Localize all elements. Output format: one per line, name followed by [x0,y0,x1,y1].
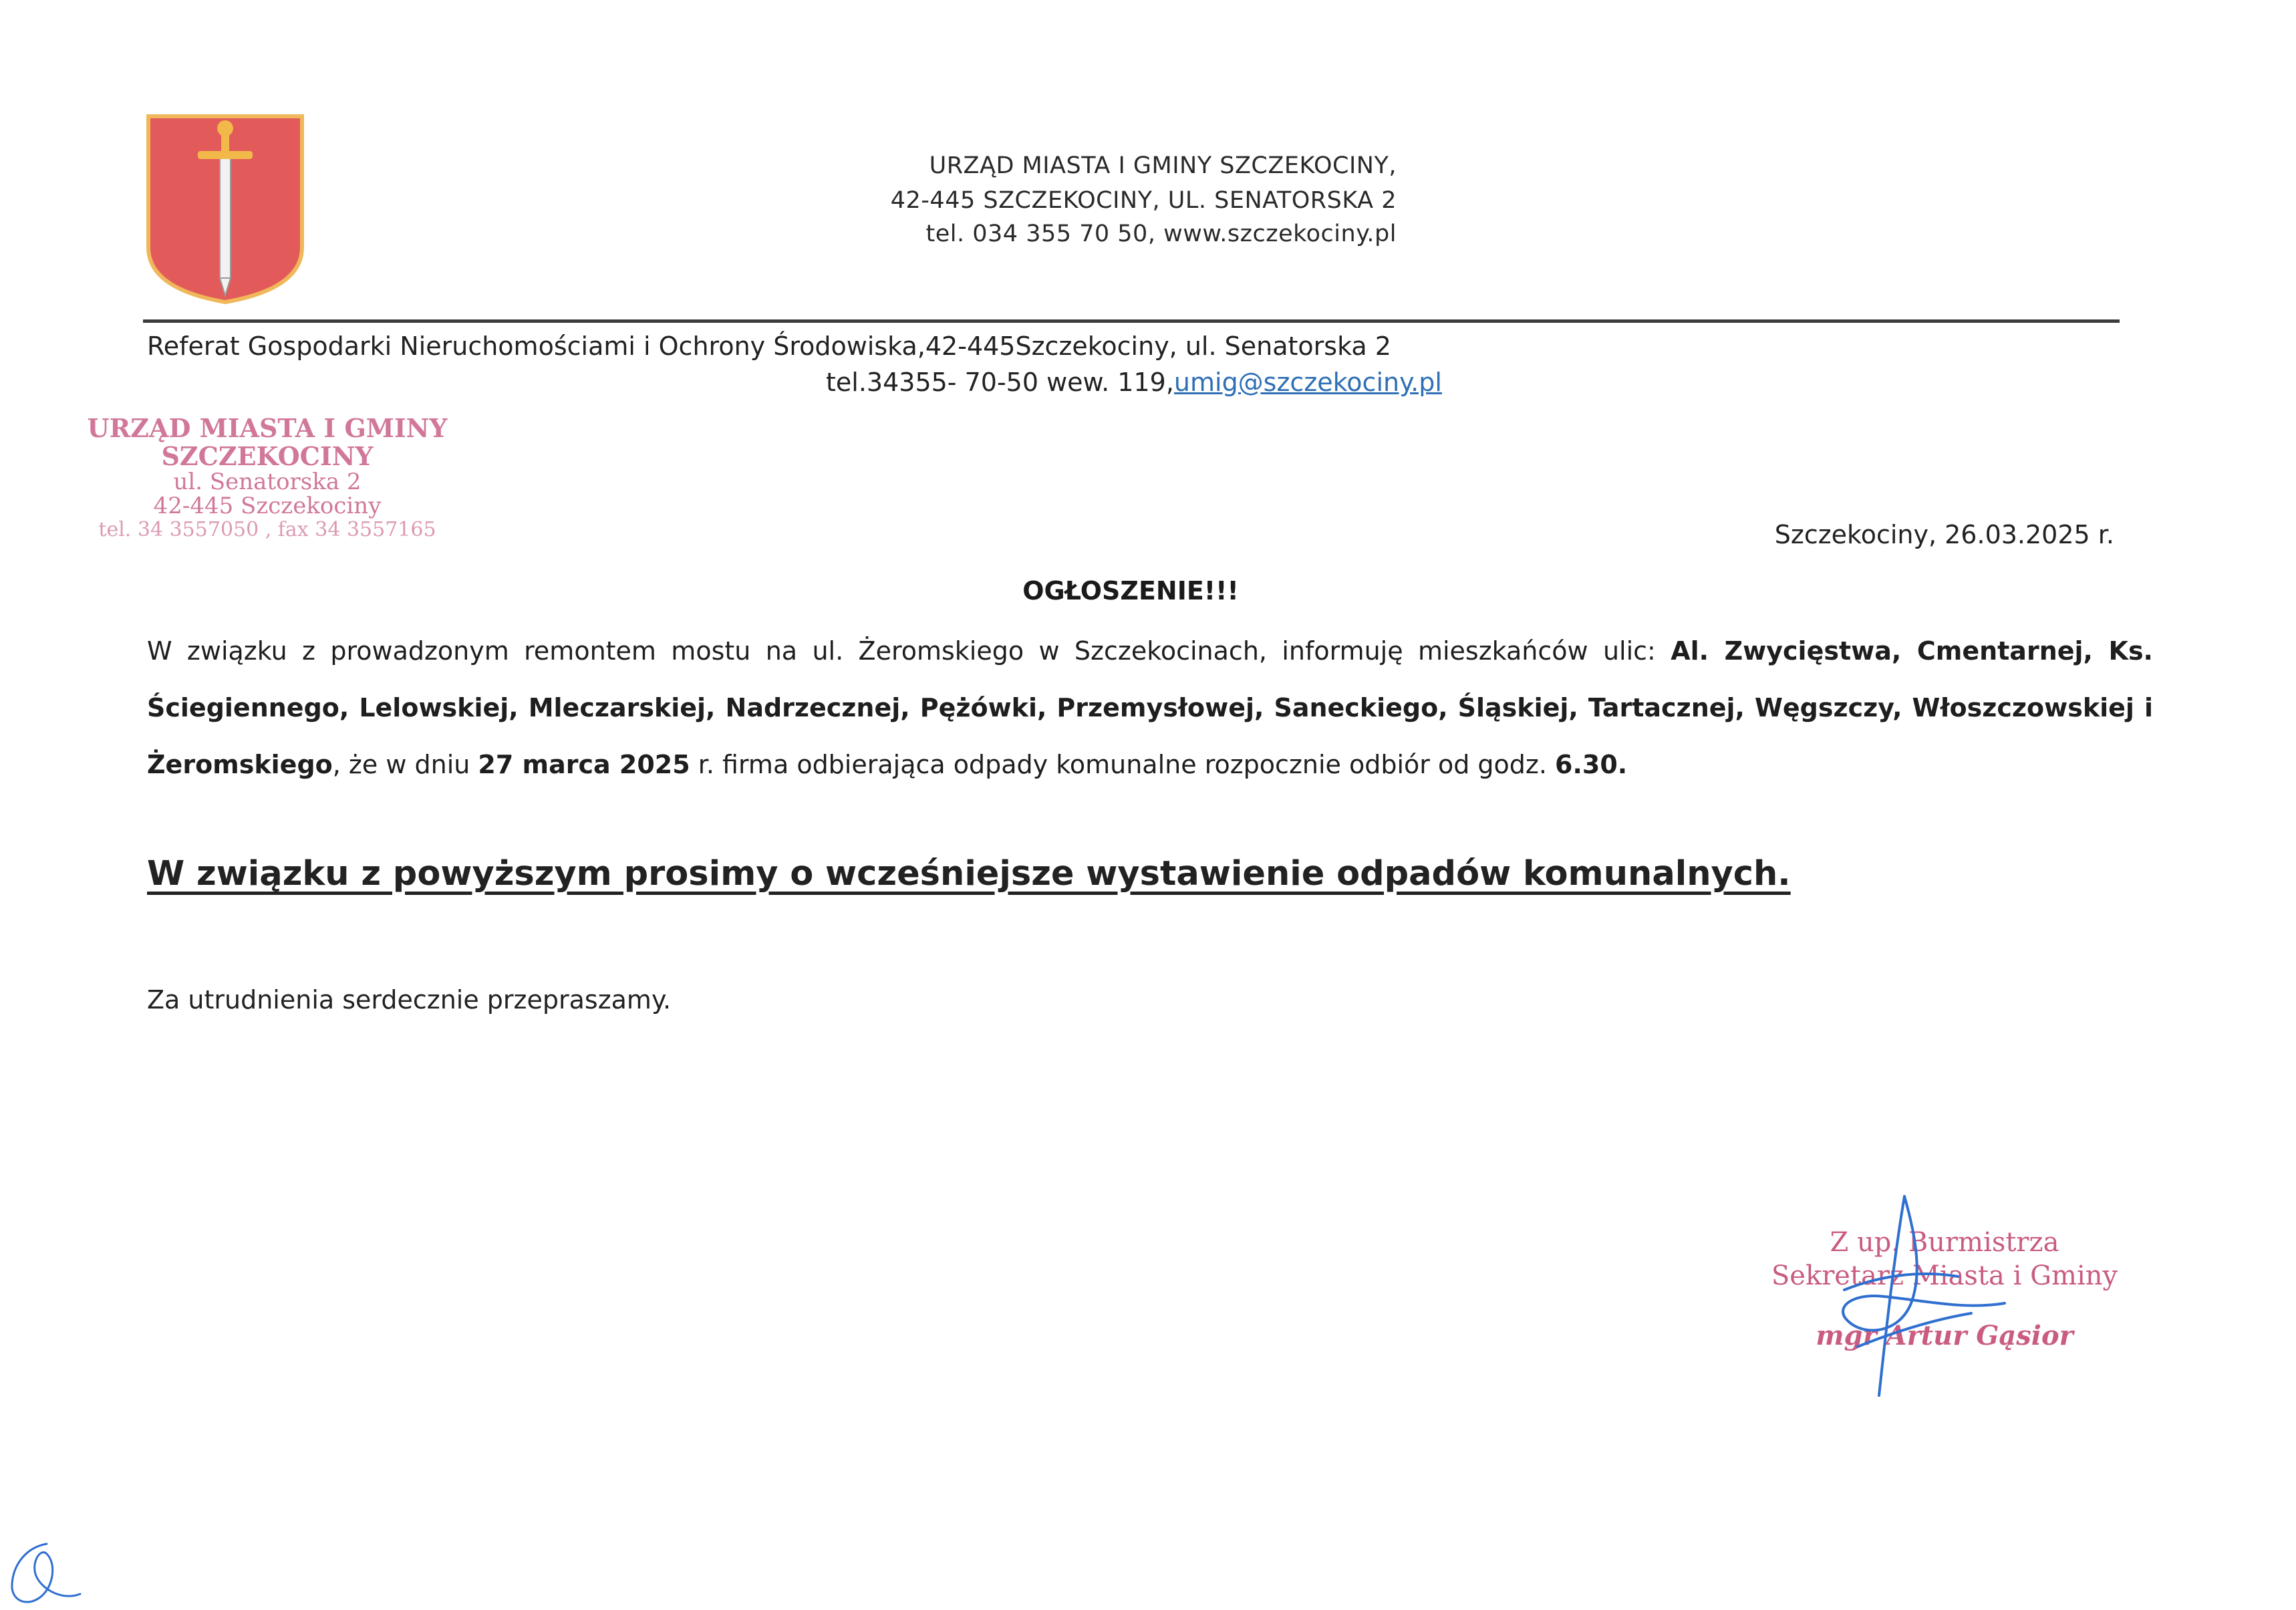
header-address: 42-445 SZCZEKOCINY, UL. SENATORSKA 2 [890,187,1397,214]
coat-of-arms-logo [146,114,305,305]
referat-email-link[interactable]: umig@szczekociny.pl [1173,368,1442,397]
header-office-name: URZĄD MIASTA I GMINY SZCZEKOCINY, [929,152,1397,179]
body-intro: W związku z prowadzonym remontem mostu na ul. Żeromskiego w Szczekocinach, informuję mieszkańców ulic: [147,636,1671,666]
referat-contact [826,368,1442,397]
stamp-line-5: tel. 34 3557050 , fax 34 3557165 [98,518,436,541]
corner-initial-mark [0,1537,94,1610]
announcement-body [147,623,2153,793]
header-divider [143,319,2120,323]
referat-line: Referat Gospodarki Nieruchomościami i Ochrony Środowiska,42-445Szczekociny, ul. Senatorska 2 [147,331,1391,361]
closing-apology: Za utrudnienia serdecznie przepraszamy. [147,985,672,1015]
body-streets: Al. Zwycięstwa, Cmentarnej, Ks. Ściegiennego, Lelowskiej, Mleczarskiej, Nadrzecznej, Pężówki, Przemysłowej, Saneckiego, Śląskiej, Tartacznej, Węgszczy, Włoszczowskiej i Żeromskiego [147,636,2153,779]
body-after-date: r. firma odbierająca odpady komunalne rozpocznie odbiór od godz. [690,750,1556,779]
signature-line-1: Z up. Burmistrza [1830,1227,2059,1258]
stamp-line-2: SZCZEKOCINY [161,441,374,471]
body-date: 27 marca 2025 [478,750,690,779]
body-middle: , że w dniu [332,750,478,779]
office-stamp [80,409,454,543]
referat-phone: tel.34355- 70-50 wew. 119, [826,368,1174,397]
document-title: OGŁOSZENIE!!! [1022,576,1239,606]
document-date: Szczekociny, 26.03.2025 r. [1774,520,2114,549]
stamp-line-4: 42-445 Szczekociny [153,493,382,519]
handwritten-signature [1804,1176,2058,1403]
header-contact: tel. 034 355 70 50, www.szczekociny.pl [925,221,1397,247]
body-time: 6.30. [1555,750,1628,779]
stamp-line-1: URZĄD MIASTA I GMINY [87,413,448,443]
signature-line-3: mgr Artur Gąsior [1816,1320,2073,1351]
stamp-line-3: ul. Senatorska 2 [173,468,362,495]
signature-line-2: Sekretarz Miasta i Gminy [1771,1260,2118,1291]
notice-request: W związku z powyższym prosimy o wcześniejsze wystawienie odpadów komunalnych. [147,854,1791,894]
